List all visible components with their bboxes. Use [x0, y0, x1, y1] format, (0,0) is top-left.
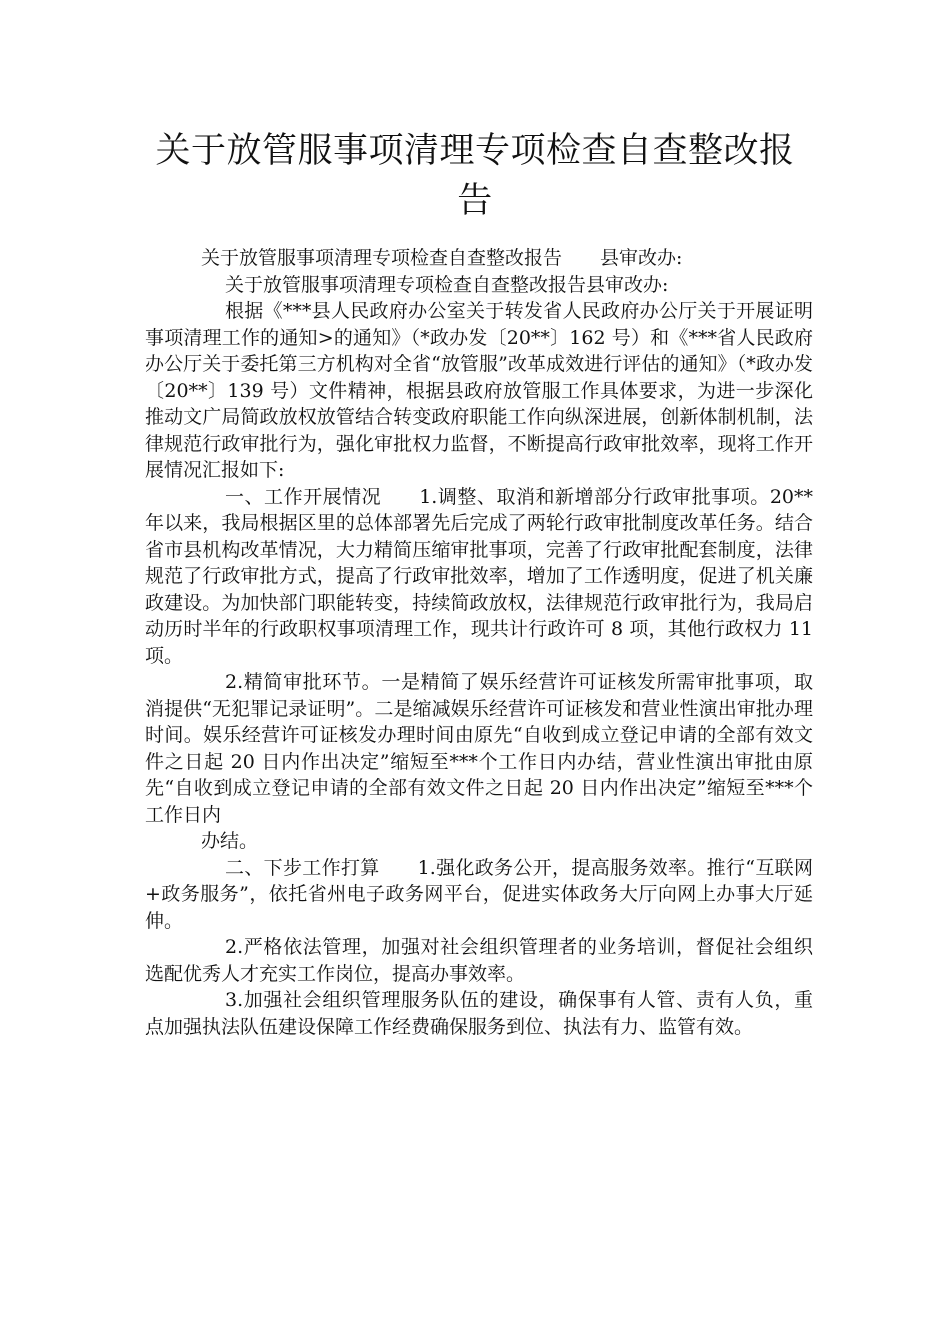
subtitle-repeat-paragraph: 关于放管服事项清理专项检查自查整改报告县审改办:	[225, 273, 669, 296]
section-2-item-3: 3.加强社会组织管理服务队伍的建设，确保事有人管、责有人负，重点加强执法队伍建设保障工作经费确保服务到位、执法有力、监管有效。	[145, 989, 813, 1038]
document-title	[150, 126, 800, 226]
title-line-1: 关于放管服事项清理专项检查自查整改报	[155, 131, 795, 171]
document-body	[145, 245, 813, 1040]
section-1-item-2: 2.精简审批环节。一是精简了娱乐经营许可证核发所需审批事项，取消提供“无犯罪记录证明”。二是缩减娱乐经营许可证核发和营业性演出审批办理时间。娱乐经营许可证核发办理时间由原先“自收到成立登记申请的全部有效文件之日起 20 日内作出决定”缩短至***个工作日内办结，营业性演出审批由原先“自收到成立登记申请的全部有效文件之日起 20 日内作出决定”缩短至***个工作日内	[145, 671, 813, 826]
section-1-item-2-end: 办结。	[201, 830, 259, 852]
title-line-2: 告	[457, 181, 493, 221]
section-2-item-2: 2.严格依法管理，加强对社会组织管理者的业务培训，督促社会组织选配优秀人才充实工作岗位，提高办事效率。	[145, 936, 813, 985]
subtitle-report-name: 关于放管服事项清理专项检查自查整改报告	[201, 247, 563, 269]
section-2-item-1: 1.强化政务公开，提高服务效率。推行“互联网+政务服务”，依托省州电子政务网平台，促进实体政务大厅向网上办事大厅延伸。	[145, 856, 813, 932]
section-1-item-1: 1.调整、取消和新增部分行政审批事项。20**年以来，我局根据区里的总体部署先后完成了两轮行政审批制度改革任务。结合省市县机构改革情况，大力精简压缩审批事项，完善了行政审批配套制度，法律规范了行政审批方式，提高了行政审批效率，增加了工作透明度，促进了机关廉政建设。为加快部门职能转变，持续简政放权，法律规范行政审批行为，我局启动历时半年的行政职权事项清理工作，现共计行政许可 8 项，其他行政权力 11 项。	[145, 485, 813, 667]
section-1-paragraph	[145, 484, 813, 670]
section-2-paragraph	[145, 855, 813, 935]
subtitle-paragraph	[145, 245, 813, 272]
intro-paragraph: 根据《***县人民政府办公室关于转发省人民政府办公厅关于开展证明事项清理工作的通知>的通知》（*政办发〔20**〕162 号）和《***省人民政府办公厅关于委托第三方机构对全省“放管服”改革成效进行评估的通知》（*政办发〔20**〕139 号）文件精神，根据县政府放管服工作具体要求，为进一步深化推动文广局简政放权放管结合转变政府职能工作向纵深进展，创新体制机制，法律规范行政审批行为，强化审批权力监督，不断提高行政审批效率，现将工作开展情况汇报如下:	[145, 300, 813, 481]
section-2-heading: 二、下步工作打算	[225, 856, 380, 879]
subtitle-recipient: 县审改办:	[600, 247, 683, 269]
section-1-heading: 一、工作开展情况	[225, 485, 382, 508]
